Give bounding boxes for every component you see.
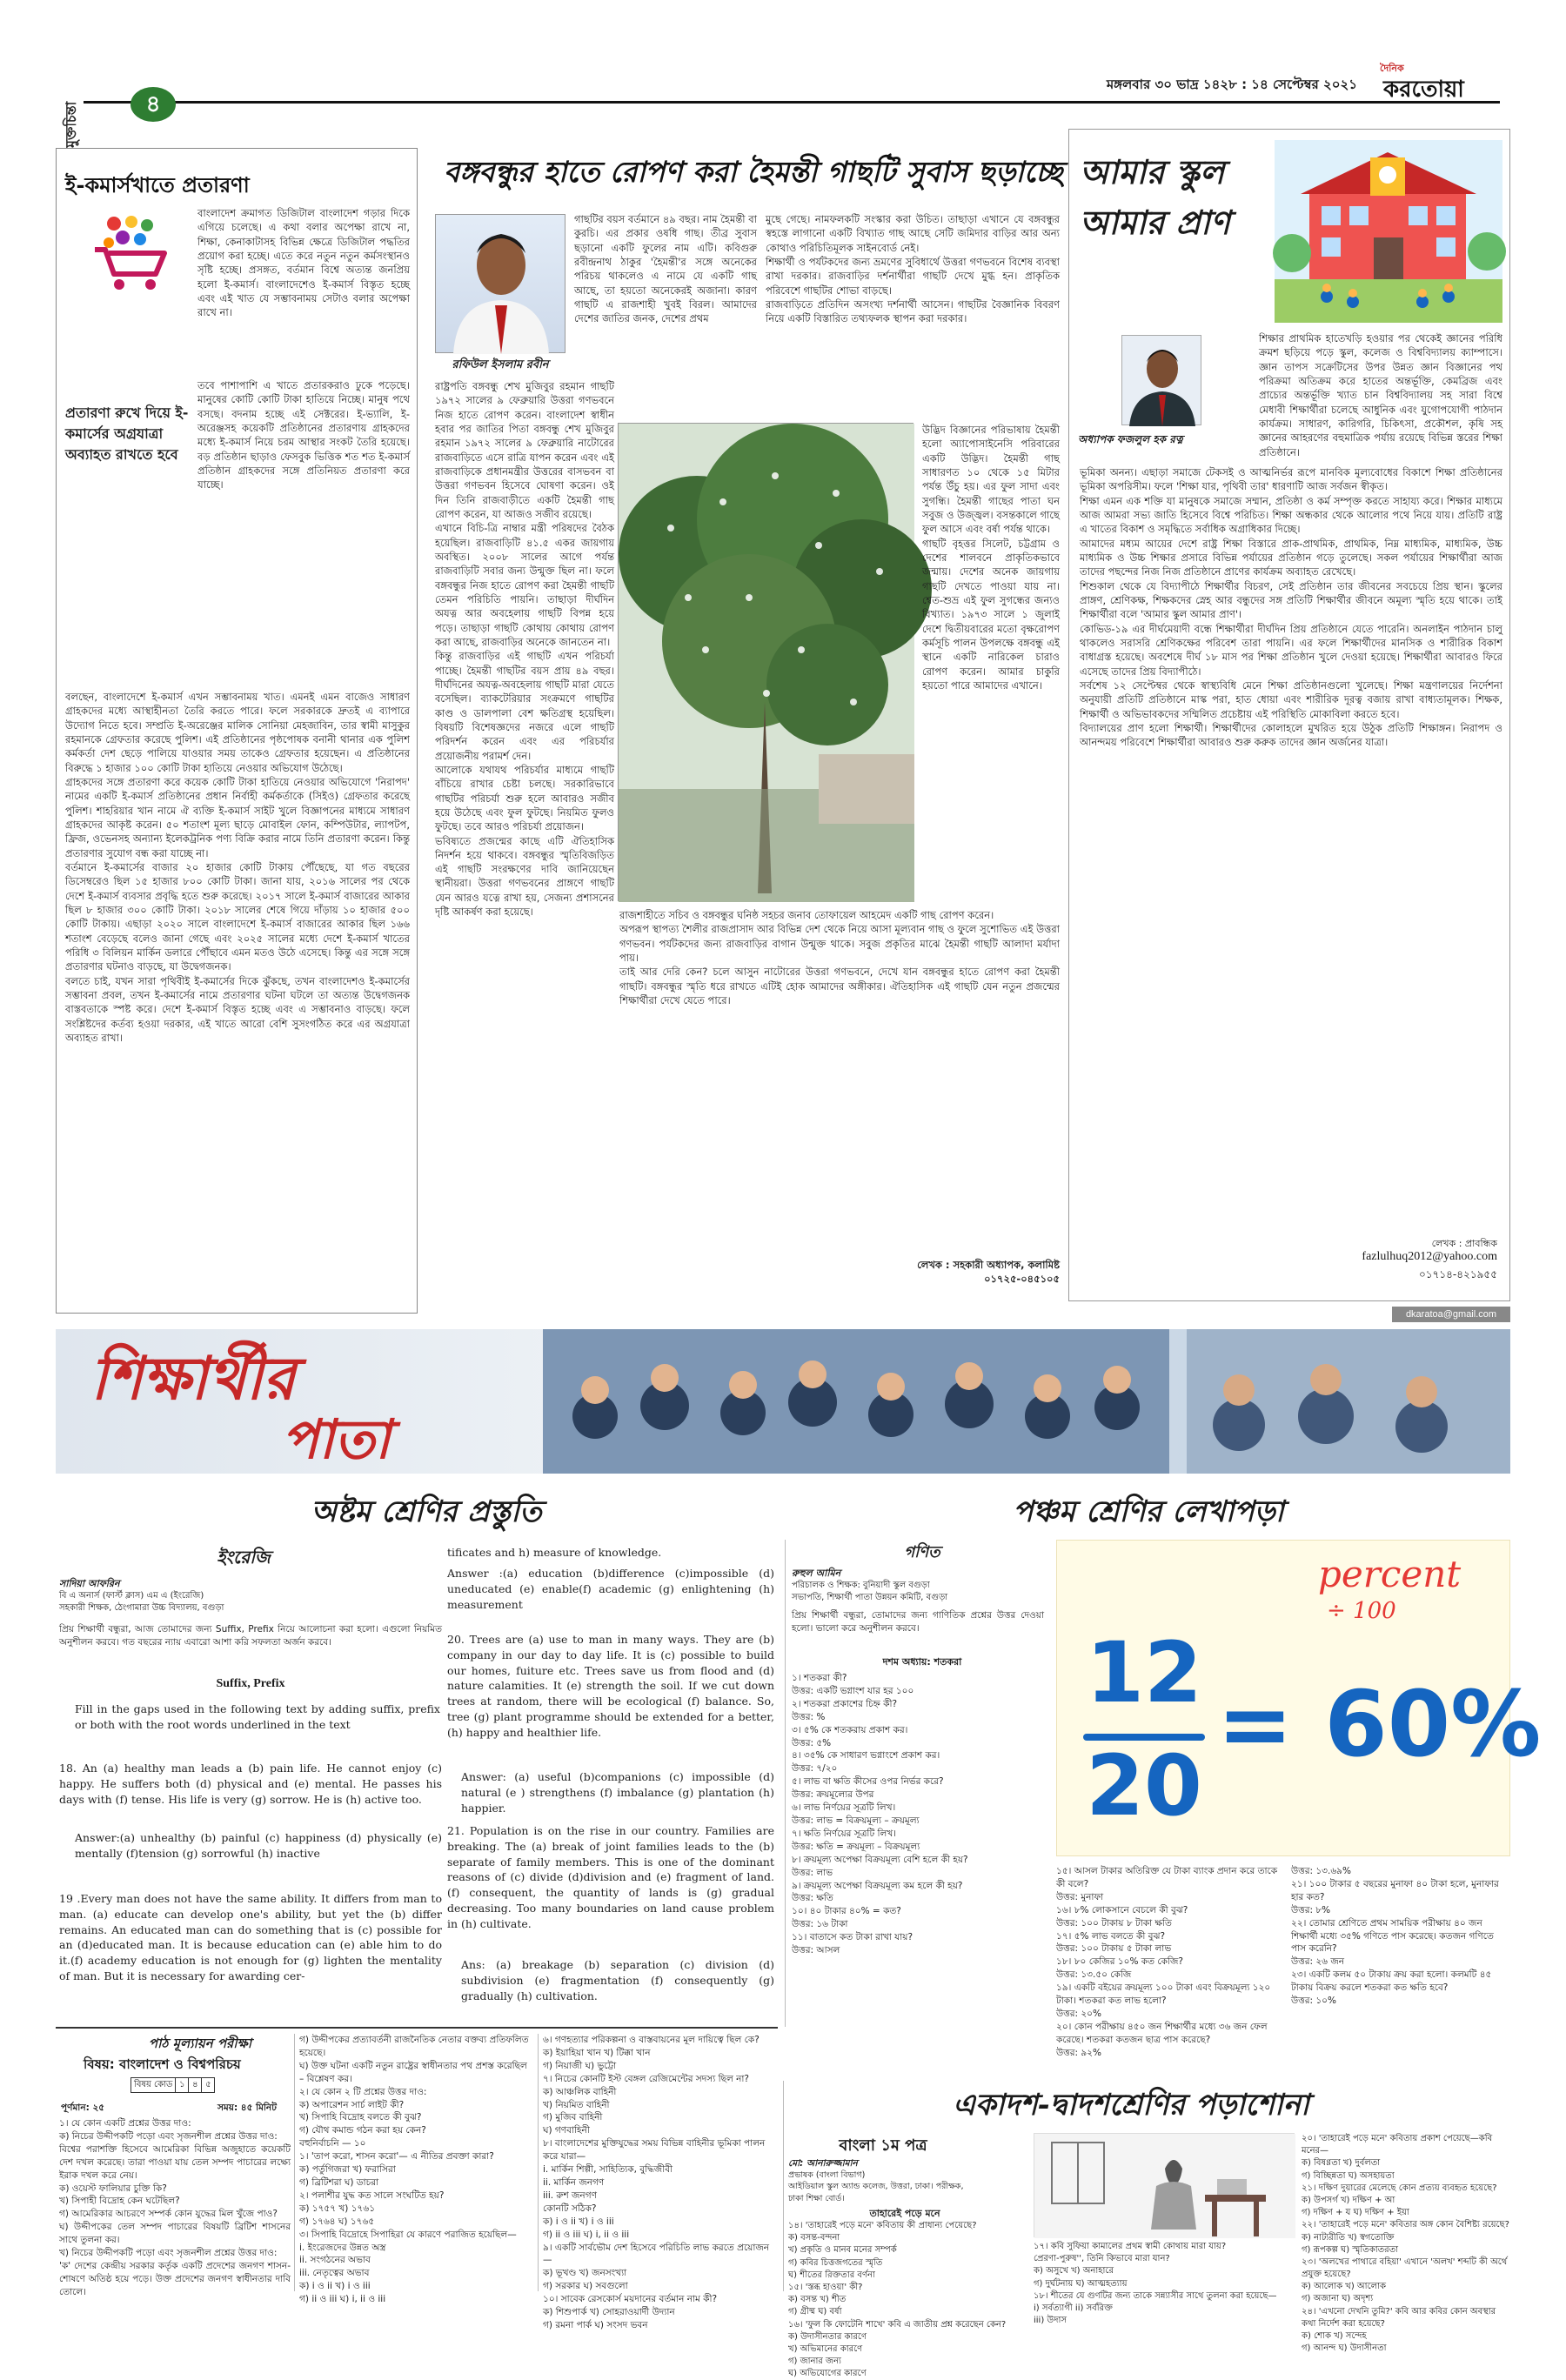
english-a18: Answer:(a) unhealthy (b) painful (c) happiness (d) physically (e) mentally (f)tension (g) sorrowful (h) inactive (75, 1831, 442, 1860)
illus-percent-word: percent (1318, 1553, 1462, 1595)
exam-time: সময়: ৪৫ মিনিট (218, 2103, 277, 2113)
class8-heading: অষ্টম শ্রেণির প্রস্তুতি (311, 1494, 542, 1529)
page-number: ৪ (145, 91, 161, 117)
bangabandhu-col2-top: মুছে গেছে। নামফলকটি সংস্কার করা উচিত। তাছাড়া এখানে যে বঙ্গবন্ধুর স্বহস্তে লাগানো একটি বিখ্যাত গাছ আছে সেটি জমিদার বাড়ির আর অন্য কোথাও পরিচিতিমূলক সাইনবোর্ড নেই। শিক্ষার্থী ও পর্যটকদের জন্য ভ্রমণের সুবিধার্থে উত্তরা গণভবনে বিশেষ ব্যবস্থা রাখা দরকার। রাজবাড়ির দর্শনার্থীরা গাছটি দেখে মুগ্ধ হন। প্রাকৃতিক পরিবেশে গাছটির শোভা বাড়ছে। রাজবাড়িতে প্রতিদিন অসংখ্য দর্শনার্থী আসেন। গাছটির বৈজ্ঞানিক বিবরণ নিয়ে একটি বিস্তারিত তথ্যফলক স্থাপন করা দরকার। (766, 213, 1060, 325)
ecommerce-body: বলছেন, বাংলাদেশে ই-কমার্স এখন সম্ভাবনাময় খাত। এমনই এমন বাজেও সাধারণ গ্রাহকদের মধ্যে আস্থাহীনতা তৈরি করতে পারে। ফলে সরকারকে দ্রুতই এ ব্যাপারে উদ্যোগ নিতে হবে। সম্প্রতি ই-অরেঞ্জের মালিক সোনিয়া মেহজাবিন, তার স্বামী মাসুকুর রহমানকে গ্রেফতার করেছে পুলিশ। এই প্রতিষ্ঠানের পৃষ্ঠপোষক বনানী থানার এক পুলিশ কর্মকর্তা দেশ ছেড়ে পালিয়ে যাওয়ার সময় তাকেও গ্রেফতার হয়েছেন। এ প্রতিষ্ঠানের বিরুদ্ধে ১ হাজার ১০০ কোটি টাকা হাতিয়ে নেওয়ার অভিযোগ উঠেছে। গ্রাহকদের সঙ্গে প্রতারণা করে কয়েক কোটি টাকা হাতিয়ে নেওয়ার অভিযোগে 'নিরাপদ' নামের একটি ই-কমার্স প্রতিষ্ঠানের প্রধান নির্বাহী কর্মকর্তাকে (সিইও) গ্রেফতার করেছে পুলিশ। শাহরিয়ার খান নামে ঐ ব্যক্তি ই-কমার্স সাইট খুলে বিজ্ঞাপনের মাধ্যমে সাধারণ গ্রাহকদের আকৃষ্ট করেন। ৫০ শতাংশ মূল্য ছাড়ে মোবাইল ফোন, কম্পিউটার, ল্যাপটপ, ফ্রিজ, ওভেনসহ অন্যান্য ইলেকট্রনিক পণ্য বিক্রি করার নামে তিনি প্রতারণা করেন। কিন্তু প্রতারণার সুযোগ বন্ধ করা যাচ্ছে না। বর্তমানে ই-কমার্সের বাজার ২০ হাজার কোটি টাকায় পৌঁছেছে, যা গত বছরের ডিসেম্বরেও ছিল ১৫ হাজার ৮০০ কোটি টাকা। জানা যায়, ২০১৬ সালের পর থেকে দেশে ই-কমার্স ব্যবসার প্রবৃদ্ধি হতে শুরু করেছে। ২০১৭ সালে ই-কমার্স বাজারের আকার ছিল ৮ হাজার ৩০০ কোটি টাকা। ২০১৮ সালের শেষে গিয়ে দাঁড়ায় ১০ হাজার ৫০০ কোটি টাকায়। এছাড়া ২০২০ সালে বাংলাদেশে ই-কমার্স বাজারের আকার ছিল ১৬৬ শতাংশ বেড়েছে বলেও জানা গেছে এবং ২০২৫ সালের মধ্যে দেশে ই-কমার্স খাতের পরিধি ৩ বিলিয়ন মার্কিন ডলারে পৌঁছাবে এমন মতও উঠে এসেছে। কিন্তু এর সঙ্গে সঙ্গে প্রতারণার ঘটনাও বাড়ছে, যা উদ্বেগজনক। বলতে চাই, যখন সারা পৃথিবীই ই-কমার্সের দিকে ঝুঁকছে, তখন বাংলাদেশও ই-কমার্সের সম্ভাবনা প্রবল, তখন ই-কমার্সের নামে প্রতারণার ঘটনা ঘটলে তা অত্যন্ত উদ্বেগজনক বাস্তবতাকে স্পষ্ট করে। দেশে ই-কমার্স বিস্তৃত হচ্ছে এবং এ সম্ভাবনাও বাড়ছে। ফলে সংশ্লিষ্টদের কর্তব্য হওয়া দরকার, এই খাতে আরো বেশি সুসংগঠিত করে এর অগ্রযাত্রা অব্যাহত রাখা। (65, 691, 410, 1044)
exam-code-digit: ৪ (188, 2077, 202, 2093)
english-a20: Answer: (a) useful (b)companions (c) impossible (d) natural (e ) strengthens (f) imbalance (g) plantation (h) happier. (461, 1770, 774, 1815)
math-colB: ১৫। আসল টাকার অতিরিক্ত যে টাকা ব্যাংক প্রদান করে তাকে কী বলে? উত্তর: মুনাফা ১৬। ৮% লোকসানে বেচলে কী বুঝ? উত্তর: ১০০ টাকায় ৮ টাকা ক্ষতি ১৭। ৫% লাভ বলতে কী বুঝ? উত্তর: ১০০ টাকায় ৫ টাকা লাভ ১৮। ৮০ কেজির ১০% কত কেজি? উত্তর: ১৩.৫০ কেজি ১৯। একটি বইয়ের ক্রয়মূল্য ১০০ টাকা এবং বিক্রয়মূল্য ১২০ টাকা। শতকরা কত লাভ হলো? উত্তর: ২০% ২০। কোন পরীক্ষায় ৪৫০ জন শিক্ষার্থীর মধ্যে ৩৬ জন ফেল করেছে। শতকরা কতজন ছাত্র পাস করেছে? উত্তর: ৯২% (1056, 1866, 1278, 2058)
school-byline-role: লেখক : প্রাবন্ধিক (1431, 1238, 1497, 1249)
bangabandhu-col2-mid: উদ্ভিদ বিজ্ঞানের পরিভাষায় হৈমন্তী হলো অ্যাপোসাইনেসি পরিবারের একটি উদ্ভিদ। হৈমন্তী গাছ সাধারণত ১০ থেকে ১৫ মিটার পর্যন্ত উঁচু হয়। এর ফুল সাদা এবং সুগন্ধি। হৈমন্তী গাছের পাতা ঘন সবুজ ও উজ্জ্বল। বসন্তকালে গাছে ফুল আসে এবং বর্ষা পর্যন্ত থাকে। গাছটি বৃহত্তর সিলেট, চট্টগ্রাম ও দেশের শালবনে প্রাকৃতিকভাবে জন্মায়। দেশের অনেক জায়গায় গাছটি দেখতে পাওয়া যায় না। শ্বেত-শুভ্র এই ফুল সুগন্ধের জন্যও বিখ্যাত। ১৯৭৩ সালে ১ জুলাই দেশে দ্বিতীয়বারের মতো বৃক্ষরোপণ কর্মসূচি পালন উপলক্ষে বঙ্গবন্ধু এই স্থানে একটি নারিকেল চারাও রোপণ করেন। আমার চাকুরি হয়তো পারে আমাদের এখানে। (922, 424, 1060, 692)
hsc-colA: ১৪। 'তাহারেই পড়ে মনে' কবিতায় কী প্রাধান্য পেয়েছে? ক) বসন্ত-বন্দনা খ) প্রকৃতি ও মানব মনের সম্পর্ক গ) কবির চিত্তজগতের স্মৃতি ঘ) শীতের রিক্ততার বর্ণনা ১৫। 'স্তব্ধ হাওয়া' কী? ক) বসন্ত খ) শীত গ) গ্রীষ্ম ঘ) বর্ষা ১৬। 'ফুল কি ফোটেনি শাখে' কবি এ জাতীয় প্রশ্ন করেছেন কেন? ক) উদাসীনতার কারণে খ) অভিমানের কারণে গ) জানার জন্য ঘ) অভিযোগের কারণে (788, 2221, 1007, 2379)
school-email: fazlulhuq2012@yahoo.com (1362, 1250, 1497, 1263)
english-subject: ইংরেজি (217, 1547, 271, 1568)
hoimonti-tree-photo (618, 423, 914, 901)
math-heading: পঞ্চম শ্রেণির লেখাপড়া (1013, 1494, 1284, 1529)
math-chapter: দশম অধ্যায়: শতকরা (882, 1656, 962, 1668)
exam-col1: ১। যে কোন একটি প্রশ্নের উত্তর দাও: ক) নিচের উদ্দীপকটি পড়ো এবং সৃজনশীল প্রশ্নের উত্তর দাও: বিশ্বের পরাশক্তি হিসেবে আমেরিকা বিভিন্ন অজুহাতে কয়েকটি দেশ দখল করেছে। তারা পাওয়া যায় তেল সম্পদ পাচারের লক্ষ্যে ইরাক দখল করে নেয়। ক) ওয়েস্ট ফালিয়ার চুক্তি কি? খ) সিপাহী বিদ্রোহ কেন ঘটেছিল? গ) আমেরিকার আচরণে সম্পর্ক কোন যুদ্ধের মিল খুঁজে পাও? ঘ) উদ্দীপকের তেল সম্পদ পাচারের বিষয়টি ব্রিটিশ শাসনের সাথে তুলনা কর। খ) নিচের উদ্দীপকটি পড়ো এবং সৃজনশীল প্রশ্নের উত্তর দাও: 'ক' দেশের কেন্দ্রীয় সরকার কর্তৃক একটি প্রদেশের জনগণ শাসন-শোষণে অতিষ্ঠ হয়ে পড়ে। উক্ত প্রদেশের জনগণ স্বাধীনতার দাবি তোলে। (59, 2118, 291, 2297)
math-note: প্রিয় শিক্ষার্থী বন্ধুরা, তোমাদের জন্য গাণিতিক প্রশ্নের উত্তর দেওয়া হলো। ভালো করে অনুশীলন করবে। (792, 1610, 1044, 1634)
hsc-subject: বাংলা ১ম পত্র (839, 2136, 927, 2155)
exam-marks: পূর্ণমান: ২৫ (61, 2103, 105, 2113)
english-q21: 21. Population is on the rise in our country. Families are breaking. The (a) break of joint families leads to the (b) separate of family members. This is one of the dominant reasons of (c) divide (d)division and (e) fragment of land.(f) consequent, the quantity of lands is (g) gradual decreasing. Too many boundaries on land cause problem in (h) cultivate. (447, 1824, 774, 1930)
english-q19-cont: tificates and h) measure of knowledge. (447, 1546, 662, 1559)
bangabandhu-byline: লেখক : সহকারী অধ্যাপক, কলামিষ্ট ০১৭২৫-০৪৫১০৫ (917, 1259, 1060, 1286)
english-teacher: সাদিয়া আফরিন (59, 1578, 120, 1589)
illus-divide: ÷ 100 (1327, 1598, 1396, 1624)
english-q19: 19 .Every man does not have the same ability. It differs from man to man. (a) educate can develop one's ability, but yet the (b) differ remains. An educated man can do something that is (c) possible for an (d)educated man. It is because education can (e) able him to do it.(f) academy education is not enough for (g) lighten the mentality of man. But it is necessary for awarding cer- (59, 1892, 442, 1982)
student-page-banner (56, 1329, 1510, 1474)
bangabandhu-col1-body: রাষ্ট্রপতি বঙ্গবন্ধু শেখ মুজিবুর রহমান গাছটি ১৯৭২ সালের ৯ ফেব্রুয়ারি উত্তরা গণভবনে নিজ হাতে রোপণ করেন। বাংলাদেশ স্বাধীন হবার পর জাতির পিতা বঙ্গবন্ধু শেখ মুজিবুর রহমান ১৯৭২ সালের ৯ ফেব্রুয়ারি নাটোরের রাজবাড়িতে এসে রাত্রি যাপন করেন এবং এই রাজবাড়িকে প্রধানমন্ত্রীর উত্তরের বাসভবন বা উত্তরা গণভবন হিসেবে ঘোষণা করেন। ওই দিন তিনি রাজবাড়ীতে একটি হৈমন্তী গাছ রোপণ করেন, যা আজও সজীব রয়েছে। এখানে বিচি-ত্রি নাম্বার মন্ত্রী পরিষদের বৈঠক হয়েছিল। রাজবাড়িটি ৪১.৫ একর জায়গায় অবস্থিত। ২০০৮ সালের আগে পর্যন্ত রাজবাড়িটি সবার জন্য উন্মুক্ত ছিল না। ফলে বঙ্গবন্ধুর নিজ হাতে রোপণ করা হৈমন্তী গাছটি তেমন পরিচিতি পায়নি। তাছাড়া দীর্ঘদিন অযত্ন আর অবহেলায় গাছটি বিপন্ন হয়ে পড়ে। তাছাড়া গাছটি কোথায় কোথায় রোপণ করা আছে, রাজবাড়ির অনেকে জানতেন না। কিন্তু রাজবাড়ির এই গাছটি এখন পরিচর্যা পাচ্ছে। হৈমন্তী গাছটির বয়স প্রায় ৪৯ বছর। দীর্ঘদিনের অযত্ন-অবহেলায় গাছটি মারা যেতে বসেছিল। ব্যাকটেরিয়ার সংক্রমণে গাছটির কাণ্ড ও ডালপালা বেশ ক্ষতিগ্রস্থ হয়েছিল। বিষয়টি বিশেষজ্ঞদের নজরে এলে গাছটি পরিদর্শন করেন এবং এর পরিচর্যার প্রয়োজনীয় পরামর্শ দেন। আলোকে যথাযথ পরিচর্যার মাধ্যমে গাছটি বাঁচিয়ে রাখার চেষ্টা চলছে। সরকারিভাবে গাছটির পরিচর্যা শুরু হলে আবারও সজীব হয়ে উঠেছে এবং ফুল ফুটছে। নিয়মিত ফুলও ফুটছে। তবে আরও পরিচর্যা প্রয়োজন। ভবিষ্যতে প্রজন্মের কাছে এটি ঐতিহাসিক নিদর্শন হয়ে থাকবে। বঙ্গবন্ধুর স্মৃতিবিজড়িত এই গাছটি সংরক্ষণের দাবি জানিয়েছেন স্থানীয়রা। উত্তরা গণভবনের প্রাঙ্গণে গাছটি যেন আরও যত্নে রাখা হয়, সেজন্য প্রশাসনের দৃষ্টি আকর্ষণ করা হয়েছে। (435, 380, 614, 919)
divider (785, 1540, 786, 2027)
english-q18: 18. An (a) healthy man leads a (b) pain life. He cannot enjoy (c) happy. He suffers both (d) physical and (e) mental. He passes his days with (f) tense. His life is very (g) sorrow. He is (h) active too. (59, 1762, 442, 1806)
english-a19: Answer :(a) education (b)difference (c)impossible (d) uneducated (e) enable(f) academic (g) enlightening (h) measurement (447, 1567, 774, 1611)
school-body: ভূমিকা অনন্য। এছাড়া সমাজে টেকসই ও আত্মনির্ভর রূপে মানবিক মূল্যবোধের বিকাশে শিক্ষা প্রতিষ্ঠানের ভূমিকা অপরিসীম। ফলে 'শিক্ষা যার, পৃথিবী তার' ধারণাটি আজ সর্বজন স্বীকৃত। শিক্ষা এমন এক শক্তি যা মানুষকে সমাজে সম্মান, প্রতিষ্ঠা ও কর্ম সম্পৃক্ত করতে সাহায্য করে। শিক্ষার মাধ্যমে আজ আমরা সভ্য জাতি হিসেবে বিশ্বে পরিচিত। শিক্ষা অন্ধকার থেকে আলোর পথে নিয়ে যায়। প্রতিটি রাষ্ট্র এ খাতের বিকাশ ও সমৃদ্ধিতে সর্বাধিক অগ্রাধিকার দিচ্ছে। আমাদের মধ্যম আয়ের দেশে রাষ্ট্র শিক্ষা বিস্তারে প্রাক-প্রাথমিক, প্রাথমিক, নিম্ন মাধ্যমিক, মাধ্যমিক, উচ্চ মাধ্যমিক ও উচ্চ শিক্ষার প্রসারে বিভিন্ন পর্যায়ের প্রতিষ্ঠান গড়ে তুলেছে। সকল পর্যায়ের শিক্ষার্থীরা আজ তাদের পছন্দের নিজ নিজ প্রতিষ্ঠানে প্রাণের কার্যক্রম অব্যাহত রেখেছে। শিশুকাল থেকে যে বিদ্যাপীঠে শিক্ষার্থীর বিচরণ, সেই প্রতিষ্ঠান তার জীবনের সবচেয়ে প্রিয় স্থান। স্কুলের প্রাঙ্গণ, শ্রেণিকক্ষ, শিক্ষকদের স্নেহ আর বন্ধুদের সঙ্গ প্রতিটি শিক্ষার্থীর জীবনে অমূল্য স্মৃতি হয়ে থাকে। তাই শিক্ষার্থীরা বলে 'আমার স্কুল আমার প্রাণ'। কোভিড-১৯ এর দীর্ঘমেয়াদী বন্ধে শিক্ষার্থীরা দীর্ঘদিন প্রিয় প্রতিষ্ঠানে যেতে পারেনি। অনলাইন পাঠদান চালু থাকলেও সরাসরি শ্রেণিকক্ষের পরিবেশ তারা পায়নি। এর ফলে শিক্ষার্থীদের মানসিক ও শারীরিক বিকাশ বাধাগ্রস্ত হয়েছে। অবশেষে দীর্ঘ ১৮ মাস পর শিক্ষা প্রতিষ্ঠান খুলে দেওয়া হয়েছে। শিক্ষার্থীরা আবারও ফিরে এসেছে তাদের প্রিয় বিদ্যাপীঠে। সর্বশেষ ১২ সেপ্টেম্বর থেকে স্বাস্থ্যবিধি মেনে শিক্ষা প্রতিষ্ঠানগুলো খুলেছে। শিক্ষা মন্ত্রণালয়ের নির্দেশনা অনুযায়ী প্রতিটি প্রতিষ্ঠানে মাস্ক পরা, হাত ধোয়া এবং শারীরিক দূরত্ব বজায় রাখা বাধ্যতামূলক। শিক্ষক, শিক্ষার্থী ও অভিভাবকদের সম্মিলিত প্রচেষ্টায় এই পরিস্থিতি মোকাবিলা করতে হবে। বিদ্যালয়ের প্রাণ হলো শিক্ষার্থী। শিক্ষার্থীদের কোলাহলে মুখরিত হয়ে উঠুক প্রতিটি শিক্ষাঙ্গন। নিরাপদ ও আনন্দময় পরিবেশে শিক্ষার্থীরা আবারও শুরু করুক তাদের জ্ঞান অর্জনের যাত্রা। (1080, 466, 1502, 749)
divider (294, 2034, 295, 2291)
bangabandhu-col1-top: গাছটির বয়স বর্তমানে ৪৯ বছর। নাম হৈমন্তী বা কুরচি। এর প্রকার ওষধি গাছ। তীব্র সুবাস ছড়ানো একটি ফুলের নাম এটি। কবিগুরু রবীন্দ্রনাথ ঠাকুর 'হৈমন্তী'র সঙ্গে অনেকের পরিচয় থাকলেও এ নামে যে একটি গাছ আছে, তা হয়তো অনেকেরই অজানা। কারণ গাছটি এ রাজশাহী খুবই বিরল। আমাদের দেশের জাতির জনক, দেশের প্রথম (574, 213, 757, 325)
hsc-colB: ১৭। কবি সুফিয়া কামালের প্রথম স্বামী কোথায় মারা যায়? প্রেরণা-পুরুষ'', তিনি কিভাবে মারা যান? ক) অসুখে খ) অনাহারে গ) দুর্ঘটনায় ঘ) আত্মহত্যায় ১৮। শীতের যে গুণটির জন্য তাকে সন্ন্যাসীর সাথে তুলনা করা হয়েছে— i) সর্বত্যাগী ii) সর্বরিক্ত iii) উদাস (1034, 2242, 1277, 2326)
exam-code-digit: ১ (175, 2077, 189, 2093)
illus-numerator: 12 (1086, 1624, 1202, 1721)
school-intro: শিক্ষার প্রাথমিক হাতেখড়ি হওয়ার পর থেকেই জ্ঞানের পরিধি ক্রমশ ছড়িয়ে পড়ে স্কুল, কলেজ ও বিশ্ববিদ্যালয় ক্যাম্পাসে। জ্ঞান তাপস সক্রেটিসের উপর উন্নত জ্ঞান বিজ্ঞানের পথ পরিক্রমা অতিক্রম করে হাতের অন্তর্ভূক্তি, কেমব্রিজ এবং প্রাচ্যের অন্তর্ভূক্তি খ্যাত চান বিশ্ববিদ্যালয় সহ সারা বিশ্বে মেধাবী শিক্ষার্থীরা চলেছে আধুনিক এবং যুগোপযোগী পাঠদান কার্যক্রম। সাধারণ, কারিগরি, চিকিৎসা, প্রকৌশল, কৃষি সহ জ্ঞানের আহরণের বহুমাত্রিক পর্যায় রয়েছে বিভিন্ন স্তরের শিক্ষা প্রতিষ্ঠানে। (1259, 332, 1502, 458)
hsc-teacher-info: প্রভাষক (বাংলা বিভাগ) আইডিয়াল স্কুল অ্যান্ড কলেজ, উত্তরা, ঢাকা। পরীক্ষক, ঢাকা শিক্ষা বোর্ড। (788, 2170, 964, 2203)
exam-subject: বিষয়: বাংলাদেশ ও বিশ্বপরিচয় (84, 2056, 241, 2072)
english-note: প্রিয় শিক্ষার্থী বন্ধুরা, আজ তোমাদের জন্য Suffix, Prefix নিয়ে আলোচনা করা হলো। এগুলো নিয়মিত অনুশীলন করবে। গত বছরের ন্যায় এবারো আশা করি সফলতা অর্জন করবে। (59, 1624, 442, 1648)
math-teacher: রুহুল আমিন (792, 1568, 841, 1579)
exam-rule (56, 2027, 778, 2029)
bangabandhu-headline: বঙ্গবন্ধুর হাতে রোপণ করা হৈমন্তী গাছটি সুবাস ছড়াচ্ছে (444, 155, 1063, 189)
masthead-rule (84, 101, 1500, 104)
author-photo-robin (435, 214, 566, 353)
illus-result: = 60% (1217, 1671, 1542, 1777)
school-phone: ০১৭১৪-৪২১৯৫৫ (1418, 1268, 1497, 1280)
section-vertical-label: মুক্তচিন্তা (63, 101, 79, 148)
ecommerce-cart-icon (88, 213, 175, 291)
page-number-badge (130, 87, 176, 122)
english-teacher-info: বি এ অনার্স (ফার্স্ট ক্লাস) এম এ (ইংরেজি) সহকারী শিক্ষক, ঠেংগামারা উচ্চ বিদ্যালয়, বগুড়া (59, 1591, 224, 1614)
paper-logo-name: করতোয়া (1383, 77, 1464, 103)
divider (783, 2081, 784, 2291)
exam-code-digit: ৫ (201, 2077, 215, 2093)
english-instruction: Fill in the gaps used in the following text by adding suffix, prefix or both with the root words underlined in the text (75, 1702, 440, 1731)
ecommerce-pullquote: প্রতারণা রুখে দিয়ে ই-কমার্সের অগ্রযাত্রা অব্যাহত রাখতে হবে (65, 404, 189, 463)
hsc-heading: একাদশ-দ্বাদশশ্রেণির পড়াশোনা (953, 2088, 1309, 2123)
exam-col2: গ) উদ্দীপকের প্রত্যাবর্তনী রাজনৈতিক নেতার বক্তব্য প্রতিফলিত হয়েছে। ঘ) উক্ত ঘটনা একটি নতুন রাষ্ট্রের স্বাধীনতার পথ প্রশস্ত করেছিল – বিশ্লেষণ কর। ২। যে কোন ২ টি প্রশ্নের উত্তর দাও: ক) অপারেশন সার্চ লাইট কী? খ) সিপাহি বিদ্রোহ বলতে কী বুঝ? গ) যৌথ কমান্ড গঠন করা হয় কেন? বহুনির্বাচনি — ১০ ১। 'তাপ করো, শাসন করো'— এ নীতির প্রবক্তা কারা? ক) পর্তুগিজরা খ) ফরাসিরা গ) ব্রিটিশরা ঘ) ডাচরা ২। পলাশীর যুদ্ধ কত সালে সংঘটিত হয়? ক) ১৭৫৭ খ) ১৭৬১ গ) ১৭৬৪ ঘ) ১৭৬৫ ৩। সিপাহি বিদ্রোহে সিপাহিরা যে কারণে পরাজিত হয়েছিল— i. ইংরেজদের উন্নত অস্ত্র ii. সংগঠনের অভাব iii. নেতৃত্বের অভাব ক) i ও ii খ) i ও iii গ) ii ও iii ঘ) i, ii ও iii (299, 2035, 529, 2305)
exam-col3: ৬। গণহত্যার পরিকল্পনা ও বাস্তবায়নের মূল দায়িত্বে ছিল কে? ক) ইয়াহিয়া খান খ) টিক্কা খান গ) নিয়াজী ঘ) ভুট্টো ৭। নিচের কোনটি ইস্ট বেঙ্গল রেজিমেন্টের সদস্য ছিল না? ক) আঞ্চলিক বাহিনী খ) নিয়মিত বাহিনী গ) মুজিব বাহিনী ঘ) গণবাহিনী ৮। বাংলাদেশের মুক্তিযুদ্ধের সময় বিভিন্ন বাহিনীর ভূমিকা পালন করে যারা— i. মার্কিন শিল্পী, সাহিত্যিক, বুদ্ধিজীবী ii. মার্কিন জনগণ iii. রুশ জনগণ কোনটি সঠিক? ক) i ও ii খ) i ও iii গ) ii ও iii ঘ) i, ii ও iii ৯। একটি সার্বভৌম দেশ হিসেবে পরিচিতি লাভ করতে প্রয়োজন— ক) ভূখণ্ড খ) জনসংখ্যা গ) সরকার ঘ) সবগুলো ১০। সাবেক রেসকোর্স ময়দানের বর্তমান নাম কী? ক) শিশুপার্ক খ) সোহরাওয়ার্দী উদ্যান গ) রমনা পার্ক ঘ) সংসদ ভবন (543, 2035, 770, 2330)
school-title-box (1080, 147, 1276, 321)
percent-illustration (1056, 1540, 1542, 1856)
math-colC: উত্তর: ১৩.৬৯% ২১। ১০০ টাকার ৫ বছরের মুনাফা ৪০ টাকা হলে, মুনাফার হার কত? উত্তর: ৮% ২২। তোমার শ্রেণিতে প্রথম সাময়িক পরীক্ষায় ৪০ জন শিক্ষার্থী মধ্যে ৩৫% গণিতে পাস করেছে। কতজন গণিতে পাস করেনি? উত্তর: ২৬ জন ২৩। একটি কলম ৫০ টাকায় ক্রয় করা হলো। কলমটি ৪৫ টাকায় বিক্রয় করলে শতকরা কত ক্ষতি হবে? উত্তর: ১০% (1291, 1866, 1499, 2007)
footer-email: dkaratoa@gmail.com (1392, 1307, 1510, 1322)
exam-code-label: বিষয় কোড (130, 2077, 176, 2093)
school-illustration (1275, 140, 1502, 323)
exam-code-box (130, 2077, 252, 2093)
banner-title-line1: শিক্ষার্থীর (90, 1344, 296, 1414)
paper-logo (1375, 59, 1522, 101)
paper-logo-small: দৈনিক (1380, 63, 1404, 74)
hsc-teacher: মো: আনারুজ্জামান (788, 2158, 858, 2169)
ecommerce-title: ই-কমার্সখাতে প্রতারণা (65, 172, 250, 197)
banner-title-line2: পাতা (282, 1407, 391, 1471)
school-article (1068, 129, 1510, 1301)
school-title-line1: আমার স্কুল (1080, 152, 1225, 191)
english-q20: 20. Trees are (a) use to man in many ways. They are (b) company in our day to day life. It is (c) possible to build our homes, fuiture etc. Trees save us from flood and (d) nature calamities. It (e) strength the soil. If we cut down trees at random, there will be ecological (f) balance. So, tree (g) plant programme should be extended for a better, (h) happy and healthier life. (447, 1633, 774, 1739)
ecommerce-intro: বাংলাদেশ ক্রমাগত ডিজিটাল বাংলাদেশ গড়ার দিকে এগিয়ে চলেছে। এ কথা বলার অপেক্ষা রাখে না, শিক্ষা, কেনাকাটাসহ বিভিন্ন ক্ষেত্রে ডিজিটাল পদ্ধতির প্রয়োগ করা হচ্ছে। এতে করে নতুন নতুন কর্মসংস্থানও সৃষ্টি হচ্ছে। প্রসঙ্গত, বর্তমান বিশ্বে অত্যন্ত জনপ্রিয় হলো ই-কমার্স। বাংলাদেশেও ই-কমার্স বিস্তৃত হচ্ছে এবং এই খাত যে সম্ভাবনাময় সেটাও বলার অপেক্ষা রাখে না। (197, 207, 410, 319)
english-section-title: Suffix, Prefix (216, 1677, 285, 1690)
math-teacher-info: পরিচালক ও শিক্ষক: বুনিয়াদী স্কুল বগুড়া সভাপতি, শিক্ষার্থী পাতা উন্নয়ন কমিটি, বগুড়া (792, 1581, 948, 1603)
english-a21: Ans: (a) breakage (b) separation (c) division (d) subdivision (e) fragmentation (f) consequently (g) gradually (h) cultivation. (461, 1958, 774, 2002)
math-colA: ১। শতকরা কী? উত্তর: একটি ভগ্নাংশ যার হর ১০০ ২। শতকরা প্রকাশের চিহ্ন কী? উত্তর: % ৩। ৫% কে শতকরায় প্রকাশ কর। উত্তর: ৫% ৪। ৩৫% কে সাধারণ ভগ্নাংশে প্রকাশ কর। উত্তর: ৭/২০ ৫। লাভ বা ক্ষতি কীসের ওপর নির্ভর করে? উত্তর: ক্রয়মূল্যের উপর ৬। লাভ নির্ণয়ের সূত্রটি লিখ। উত্তর: লাভ = বিক্রয়মূল্য – ক্রয়মূল্য ৭। ক্ষতি নির্ণয়ের সূত্রটি লিখ। উত্তর: ক্ষতি = ক্রয়মূল্য – বিক্রয়মূল্য ৮। ক্রয়মূল্য অপেক্ষা বিক্রয়মূল্য বেশি হলে কী হয়? উত্তর: লাভ ৯। ক্রয়মূল্য অপেক্ষা বিক্রয়মূল্য কম হলে কী হয়? উত্তর: ক্ষতি ১০। ৪০ টাকার ৪০% = কত? উত্তর: ১৬ টাকা ১১। বাতাসে কত টাকা রাখা যায়? উত্তর: আসল (792, 1673, 968, 1956)
hsc-colC: ২০। 'তাহারেই পড়ে মনে' কবিতায় প্রকাশ পেয়েছে—কবি মনের— ক) বিষণ্ণতা খ) দুর্বলতা গ) বিচ্ছিন্নতা ঘ) অসহায়তা ২১। দক্ষিণ দুয়ারের মেলেছে কোন প্রত্যয় ব্যবহৃত হয়েছে? ক) উপসর্গ খ) দক্ষিণ + আ গ) দক্ষিণ + য ঘ) দক্ষিণ + ইয়া ২২। 'তাহারেই পড়ে মনে' কবিতার অঙ্গ কোন বৈশিষ্ট্য রয়েছে? ক) নাট্যরীতি খ) স্বগতোক্তি গ) রূপকল্প ঘ) স্মৃতিকাতরতা ২৩। 'অলখের পাথারে বহিয়া' এখানে 'অলখ' শব্দটি কী অর্থে প্রযুক্ত হয়েছে? ক) আলোক খ) আলোক গ) অজানা ঘ) অদৃশ্য ২৪। 'এখনো দেখনি তুমি?' কবি আর কবির কোন অবস্থার কথা নির্দেশ করা হয়েছে? ক) শোক খ) সন্দেহ গ) আনন্দ ঘ) উদাসীনতা (1302, 2134, 1509, 2354)
hsc-illustration (1034, 2133, 1295, 2237)
ecommerce-body-right: তবে পাশাপাশি এ খাতে প্রতারকরাও ঢুকে পড়েছে। মানুষের কোটি কোটি টাকা হাতিয়ে নিচ্ছে। মানুষ পথে বসছে। বদনাম হচ্ছে এই সেক্টরের। ই-ভ্যালি, ই-অরেঞ্জসহ কয়েকটি প্রতিষ্ঠানের প্রতারণায় গ্রাহকদের মধ্যে ই-কমার্স নিয়ে চরম আস্থার সংকট তৈরি হয়েছে। বড় প্রতিষ্ঠান ছাড়াও ফেসবুক ভিত্তিক শত শত ই-কমার্স প্রতিষ্ঠান গ্রাহকদের সঙ্গে প্রতিনিয়ত প্রতারণা করে যাচ্ছে। (197, 379, 410, 491)
bangabandhu-col2-bottom: রাজশাহীতে সচিব ও বঙ্গবন্ধুর ঘনিষ্ঠ সহচর জনাব তোফায়েল আহমেদ একটি গাছ রোপণ করেন। অপরূপ স্থাপত্য শৈলীর রাজপ্রাসাদ আর বিভিন্ন দেশ থেকে নিয়ে আসা মূল্যবান গাছ ও ফুলে সুশোভিত এই উত্তরা গণভবন। পর্যটকদের জন্য রাজবাড়ির বাগান উন্মুক্ত থাকে। সবুজ প্রকৃতির মাঝে হৈমন্তী গাছটি আলাদা মর্যাদা পায়। তাই আর দেরি কেন? চলে আসুন নাটোরের উত্তরা গণভবনে, দেখে যান বঙ্গবন্ধুর হাতে রোপণ করা হৈমন্তী গাছটি। বঙ্গবন্ধুর স্মৃতি ধরে রাখতে এটিই হোক আমাদের অঙ্গীকার। ঐতিহাসিক এই গাছটি যেন নতুন প্রজন্মের শিক্ষার্থীরা দেখে যেতে পারে। (619, 909, 1060, 1006)
ecommerce-article (56, 148, 418, 1314)
exam-title: পাঠ মূল্যায়ন পরীক্ষা (148, 2036, 252, 2051)
divider (538, 2034, 539, 2291)
author-name-robin: রফিউল ইসলাম রবীন (452, 358, 549, 371)
date-line: মঙ্গলবার ৩০ ভাদ্র ১৪২৮ : ১৪ সেপ্টেম্বর ২০২১ (1106, 77, 1357, 92)
school-title-line2: আমার প্রাণ (1080, 203, 1230, 242)
author-name-fazlul: অধ্যাপক ফজলুল হক রত্ন (1078, 433, 1183, 445)
illus-denominator: 20 (1086, 1737, 1202, 1835)
hsc-poem-title: তাহারেই পড়ে মনে (869, 2208, 940, 2219)
author-photo-fazlul (1121, 335, 1201, 425)
math-subject: গণিত (904, 1543, 940, 1561)
